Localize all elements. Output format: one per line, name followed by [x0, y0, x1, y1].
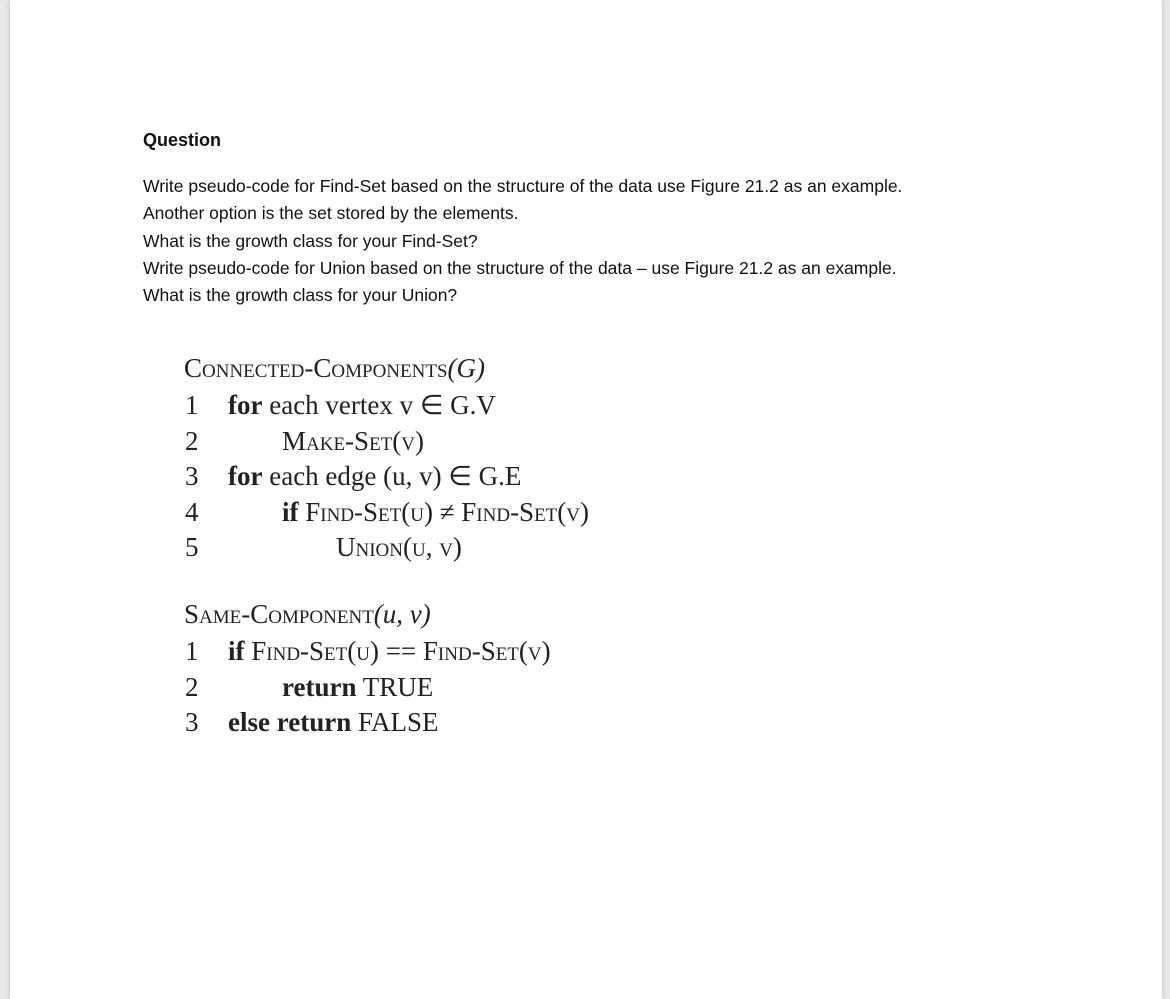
line-number: 3 [185, 461, 199, 491]
question-line: Another option is the set stored by the elements. [143, 203, 519, 224]
code-body: each vertex v ∈ G.V [262, 390, 496, 420]
code-text [228, 705, 438, 741]
document-page [10, 0, 1162, 999]
code-body: Make-Set(v) [282, 425, 424, 456]
procedure-name: Connected-Components [184, 353, 448, 383]
keyword: return [282, 671, 357, 702]
question-heading: Question [143, 130, 222, 150]
procedure-params: (u, v) [373, 599, 431, 629]
code-body: each edge (u, v) ∈ G.E [262, 461, 522, 491]
code-body: FALSE [351, 707, 439, 737]
code-text [228, 459, 521, 495]
code-text [282, 495, 589, 531]
keyword: for [228, 390, 263, 420]
code-body: Union(u, v) [336, 532, 462, 562]
line-number: 3 [185, 707, 199, 737]
keyword: if [228, 636, 245, 666]
algorithm-title [184, 594, 431, 634]
code-line [184, 424, 485, 460]
question-line: What is the growth class for your Union? [143, 285, 458, 306]
code-line [184, 388, 496, 424]
code-text [282, 424, 424, 460]
code-line [184, 634, 551, 670]
line-number: 2 [185, 425, 199, 456]
line-number: 4 [185, 496, 199, 527]
question-text [143, 173, 1043, 309]
code-line [184, 705, 439, 741]
code-line [184, 530, 485, 566]
code-text [228, 634, 551, 670]
question-line: Write pseudo-code for Union based on the structure of the data – use Figure 21.2 as an example. [143, 257, 897, 278]
keyword: else return [228, 707, 352, 737]
code-line [184, 495, 589, 531]
line-number: 5 [185, 532, 199, 562]
line-number: 2 [185, 671, 199, 702]
question-line: Write pseudo-code for Find-Set based on the structure of the data use Figure 21.2 as an example. [143, 176, 903, 196]
code-body: Find-Set(u) ≠ Find-Set(v) [298, 496, 589, 527]
code-body: TRUE [356, 671, 434, 702]
line-number: 1 [185, 636, 199, 666]
question-line: What is the growth class for your Find-Set? [143, 230, 478, 251]
code-text [228, 388, 496, 424]
keyword: if [282, 496, 299, 527]
code-line [184, 670, 434, 706]
line-number: 1 [185, 390, 199, 420]
same-component-algorithm [184, 594, 551, 741]
connected-components-algorithm [184, 348, 589, 566]
code-line [184, 459, 522, 495]
algorithm-title [184, 348, 485, 388]
procedure-params: (G) [447, 353, 485, 383]
procedure-name: Same-Component [184, 599, 374, 629]
code-text [336, 530, 462, 566]
code-text [282, 670, 433, 706]
code-body: Find-Set(u) == Find-Set(v) [244, 636, 551, 666]
keyword: for [228, 461, 263, 491]
